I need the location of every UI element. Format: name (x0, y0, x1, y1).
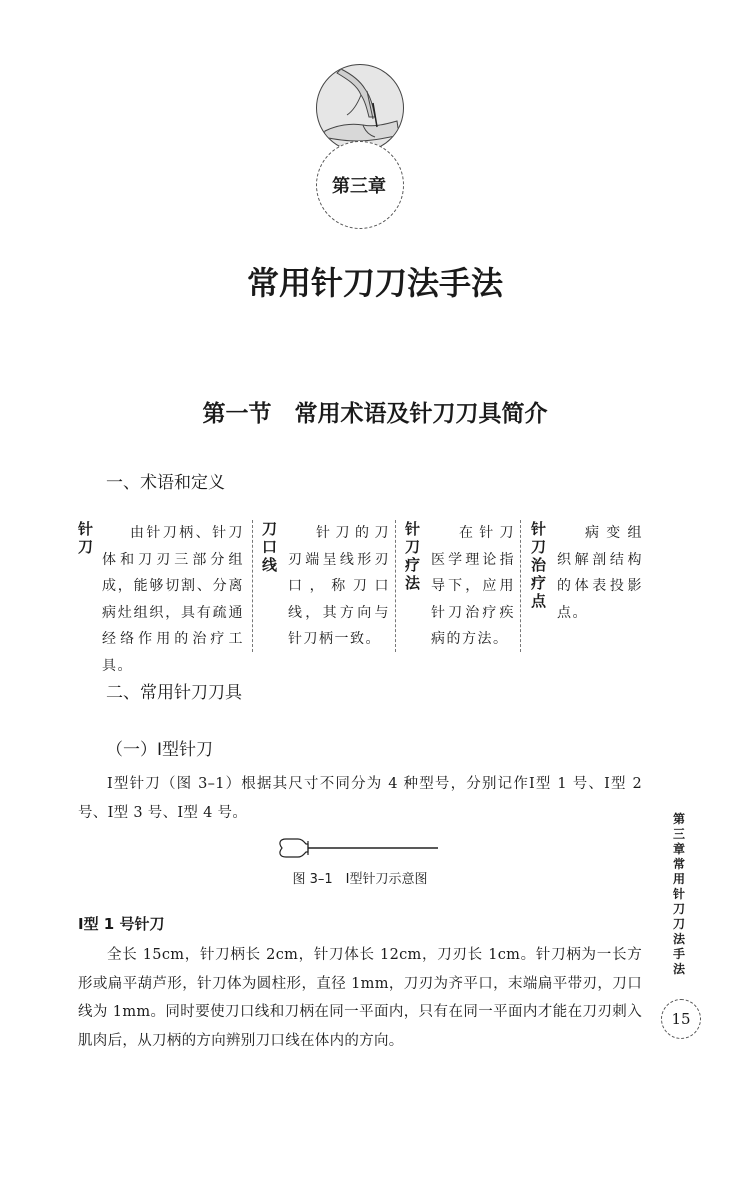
term-column (405, 520, 515, 652)
subsection-heading-terms: 一、术语和定义 (106, 473, 225, 493)
term-name: 针刀治疗点 (531, 520, 547, 610)
term-column (78, 520, 244, 674)
term-definition: 病变组织解剖结构的体表投影点。 (557, 525, 643, 621)
term-definition: 由针刀柄、针刀体和刀刃三部分组成，能够切割、分离病灶组织，具有疏通经络作用的治疗工具。 (102, 525, 244, 674)
figure-caption: 图 3–1 Ⅰ型针刀示意图 (292, 872, 428, 887)
needle-knife-figure (276, 836, 442, 864)
page-number: 15 (661, 999, 701, 1039)
chapter-emblem-image (316, 64, 404, 152)
chapter-side-tab: 第三章 常用针刀刀法手法 (672, 812, 698, 976)
needle-knife-illustration-icon (276, 836, 442, 860)
column-divider (252, 520, 253, 652)
term-definition: 针刀的刀刃端呈线形刃口，称刀口线，其方向与针刀柄一致。 (288, 525, 390, 647)
subsection-heading-type1: （一）Ⅰ型针刀 (106, 740, 214, 760)
term-column (531, 520, 643, 652)
sub-heading-type1-no1: Ⅰ型 1 号针刀 (78, 915, 165, 933)
term-column (262, 520, 390, 652)
hands-illustration-icon (317, 65, 403, 151)
body-paragraph: Ⅰ型针刀（图 3–1）根据其尺寸不同分为 4 种型号，分别记作Ⅰ型 1 号、Ⅰ型 2 号、Ⅰ型 3 号、Ⅰ型 4 号。 (78, 776, 642, 821)
section-title: 第一节 常用术语及针刀刀具简介 (202, 400, 548, 427)
term-definition: 在针刀医学理论指导下，应用针刀治疗疾病的方法。 (431, 525, 515, 647)
term-name: 刀口线 (262, 520, 278, 574)
term-name: 针刀疗法 (405, 520, 421, 592)
term-name: 针刀 (78, 520, 94, 556)
body-paragraph: 全长 15cm，针刀柄长 2cm，针刀体长 12cm，刀刃长 1cm。针刀柄为一长方形或扁平葫芦形，针刀体为圆柱形，直径 1mm，刀刃为齐平口，末端扁平带刃，刀口线为 1mm。同时要使刀口线和刀柄在同一平面内，只有在同一平面内才能在刀刃刺入肌肉后，从刀柄的方向辨别刀口线在体内的方向。 (78, 947, 642, 1049)
subsection-heading-tools: 二、常用针刀刀具 (106, 683, 242, 703)
chapter-label: 第三章 (332, 176, 386, 197)
column-divider (395, 520, 396, 652)
column-divider (520, 520, 521, 652)
chapter-title: 常用针刀刀法手法 (246, 264, 503, 302)
